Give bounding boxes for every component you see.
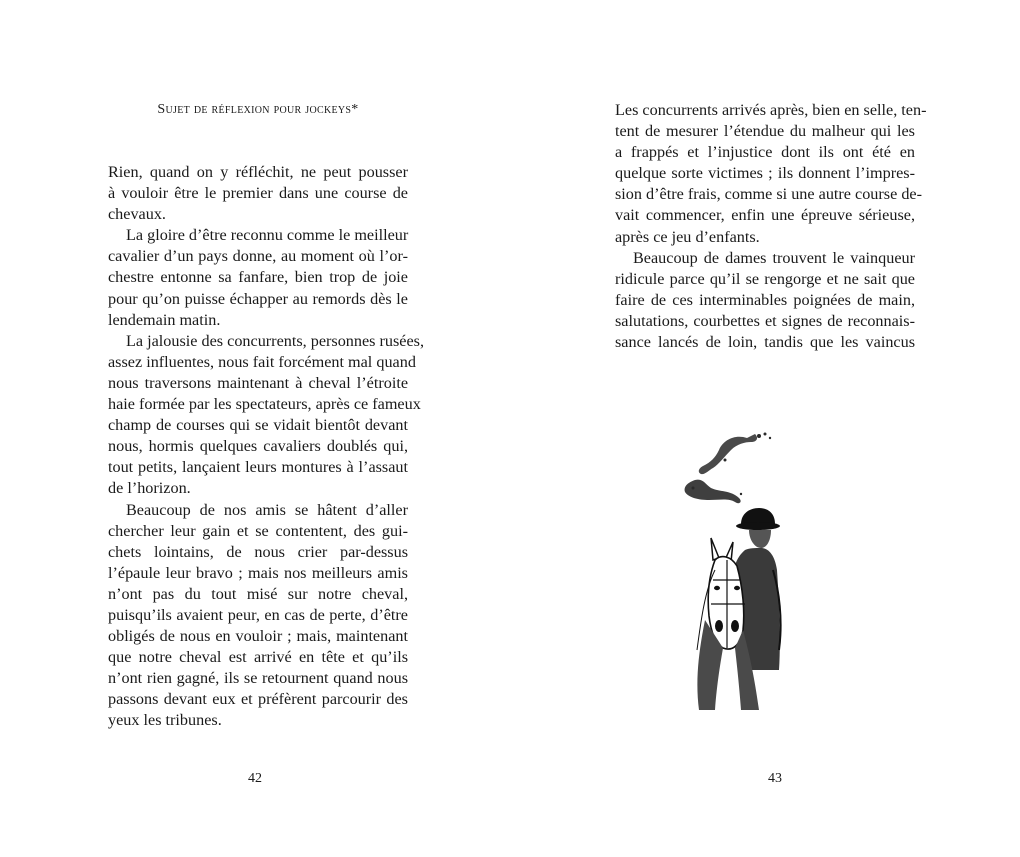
text-line: après ce jeu d’enfants. <box>615 227 760 246</box>
page-number: 43 <box>768 771 782 786</box>
text-line: yeux les tribunes. <box>108 711 222 730</box>
text-line: chets lointains, de nous crier par-dessus <box>108 542 408 561</box>
text-line: Les concurrents arrivés après, bien en selle, ten- <box>615 101 927 119</box>
text-line: sion d’être frais, comme si une autre course de- <box>615 185 922 204</box>
text-line: La gloire d’être reconnu comme le meilleur <box>126 226 409 245</box>
text-line: lendemain matin. <box>108 310 221 329</box>
text-line: quelque sorte victimes ; ils donnent l’impres- <box>615 164 915 183</box>
text-line: n’ont pas du tout misé sur notre cheval, <box>108 584 408 603</box>
text-line: que notre cheval est arrivé en tête et qu’ils <box>108 648 408 667</box>
text-line: tout petits, lançaient leurs montures à l’assaut <box>108 458 408 477</box>
text-line: salutations, courbettes et signes de reconnais- <box>615 311 915 330</box>
right-page <box>510 0 1020 857</box>
chapter-title: Sujet de réflexion pour jockeys* <box>157 102 359 117</box>
text-line: tent de mesurer l’étendue du malheur qui les <box>615 122 915 141</box>
text-line: obligés de nous en vouloir ; mais, maintenant <box>108 627 408 646</box>
text-line: nous, hormis quelques cavaliers doublés qui, <box>108 437 408 456</box>
text-line: pour qu’on puisse échapper au remords dès le <box>108 289 408 308</box>
text-line: chevaux. <box>108 205 166 224</box>
page-number: 42 <box>248 771 262 786</box>
text-line: cavalier d’un pays donne, au moment où l’or- <box>108 247 408 266</box>
right-body-text <box>615 100 927 353</box>
text-line: haie formée par les spectateurs, après ce fameux <box>108 395 421 414</box>
text-line: de l’horizon. <box>108 479 191 498</box>
text-line: a frappés et l’injustice dont ils ont été en <box>615 143 915 162</box>
text-line: faire de ces interminables poignées de main, <box>615 290 915 309</box>
dust-cloud <box>685 433 772 504</box>
text-line: n’ont rien gagné, ils se retournent quand nous <box>108 669 408 688</box>
text-line: Beaucoup de dames trouvent le vainqueur <box>633 248 915 267</box>
text-line: chercher leur gain et se contentent, des gui- <box>108 521 408 540</box>
text-line: La jalousie des concurrents, personnes rusées, <box>126 331 425 350</box>
text-line: champ de courses qui se vidait bientôt devant <box>108 416 408 435</box>
text-line: puisqu’ils avaient peur, en cas de perte, d’être <box>108 605 408 624</box>
text-line: nous traversons maintenant à cheval l’étroite <box>108 373 408 392</box>
text-line: ridicule parce qu’il se rengorge et ne sait que <box>615 269 915 288</box>
text-line: Rien, quand on y réfléchit, ne peut pousser <box>108 163 408 181</box>
text-line: à vouloir être le premier dans une course de <box>108 184 408 203</box>
text-line: assez influentes, nous fait forcément mal quand <box>108 352 416 371</box>
text-line: passons devant eux et préfèrent parcourir des <box>108 690 408 709</box>
jockey-illustration <box>675 420 785 715</box>
left-body-text <box>108 162 425 732</box>
text-line: l’épaule leur bravo ; mais nos meilleurs amis <box>108 563 408 582</box>
text-line: sance lancés de loin, tandis que les vaincus <box>615 333 915 352</box>
text-line: Beaucoup de nos amis se hâtent d’aller <box>126 500 408 519</box>
text-line: chestre entonne sa fanfare, bien trop de joie <box>108 268 408 287</box>
text-line: vait commencer, enfin une épreuve sérieuse, <box>615 206 915 225</box>
